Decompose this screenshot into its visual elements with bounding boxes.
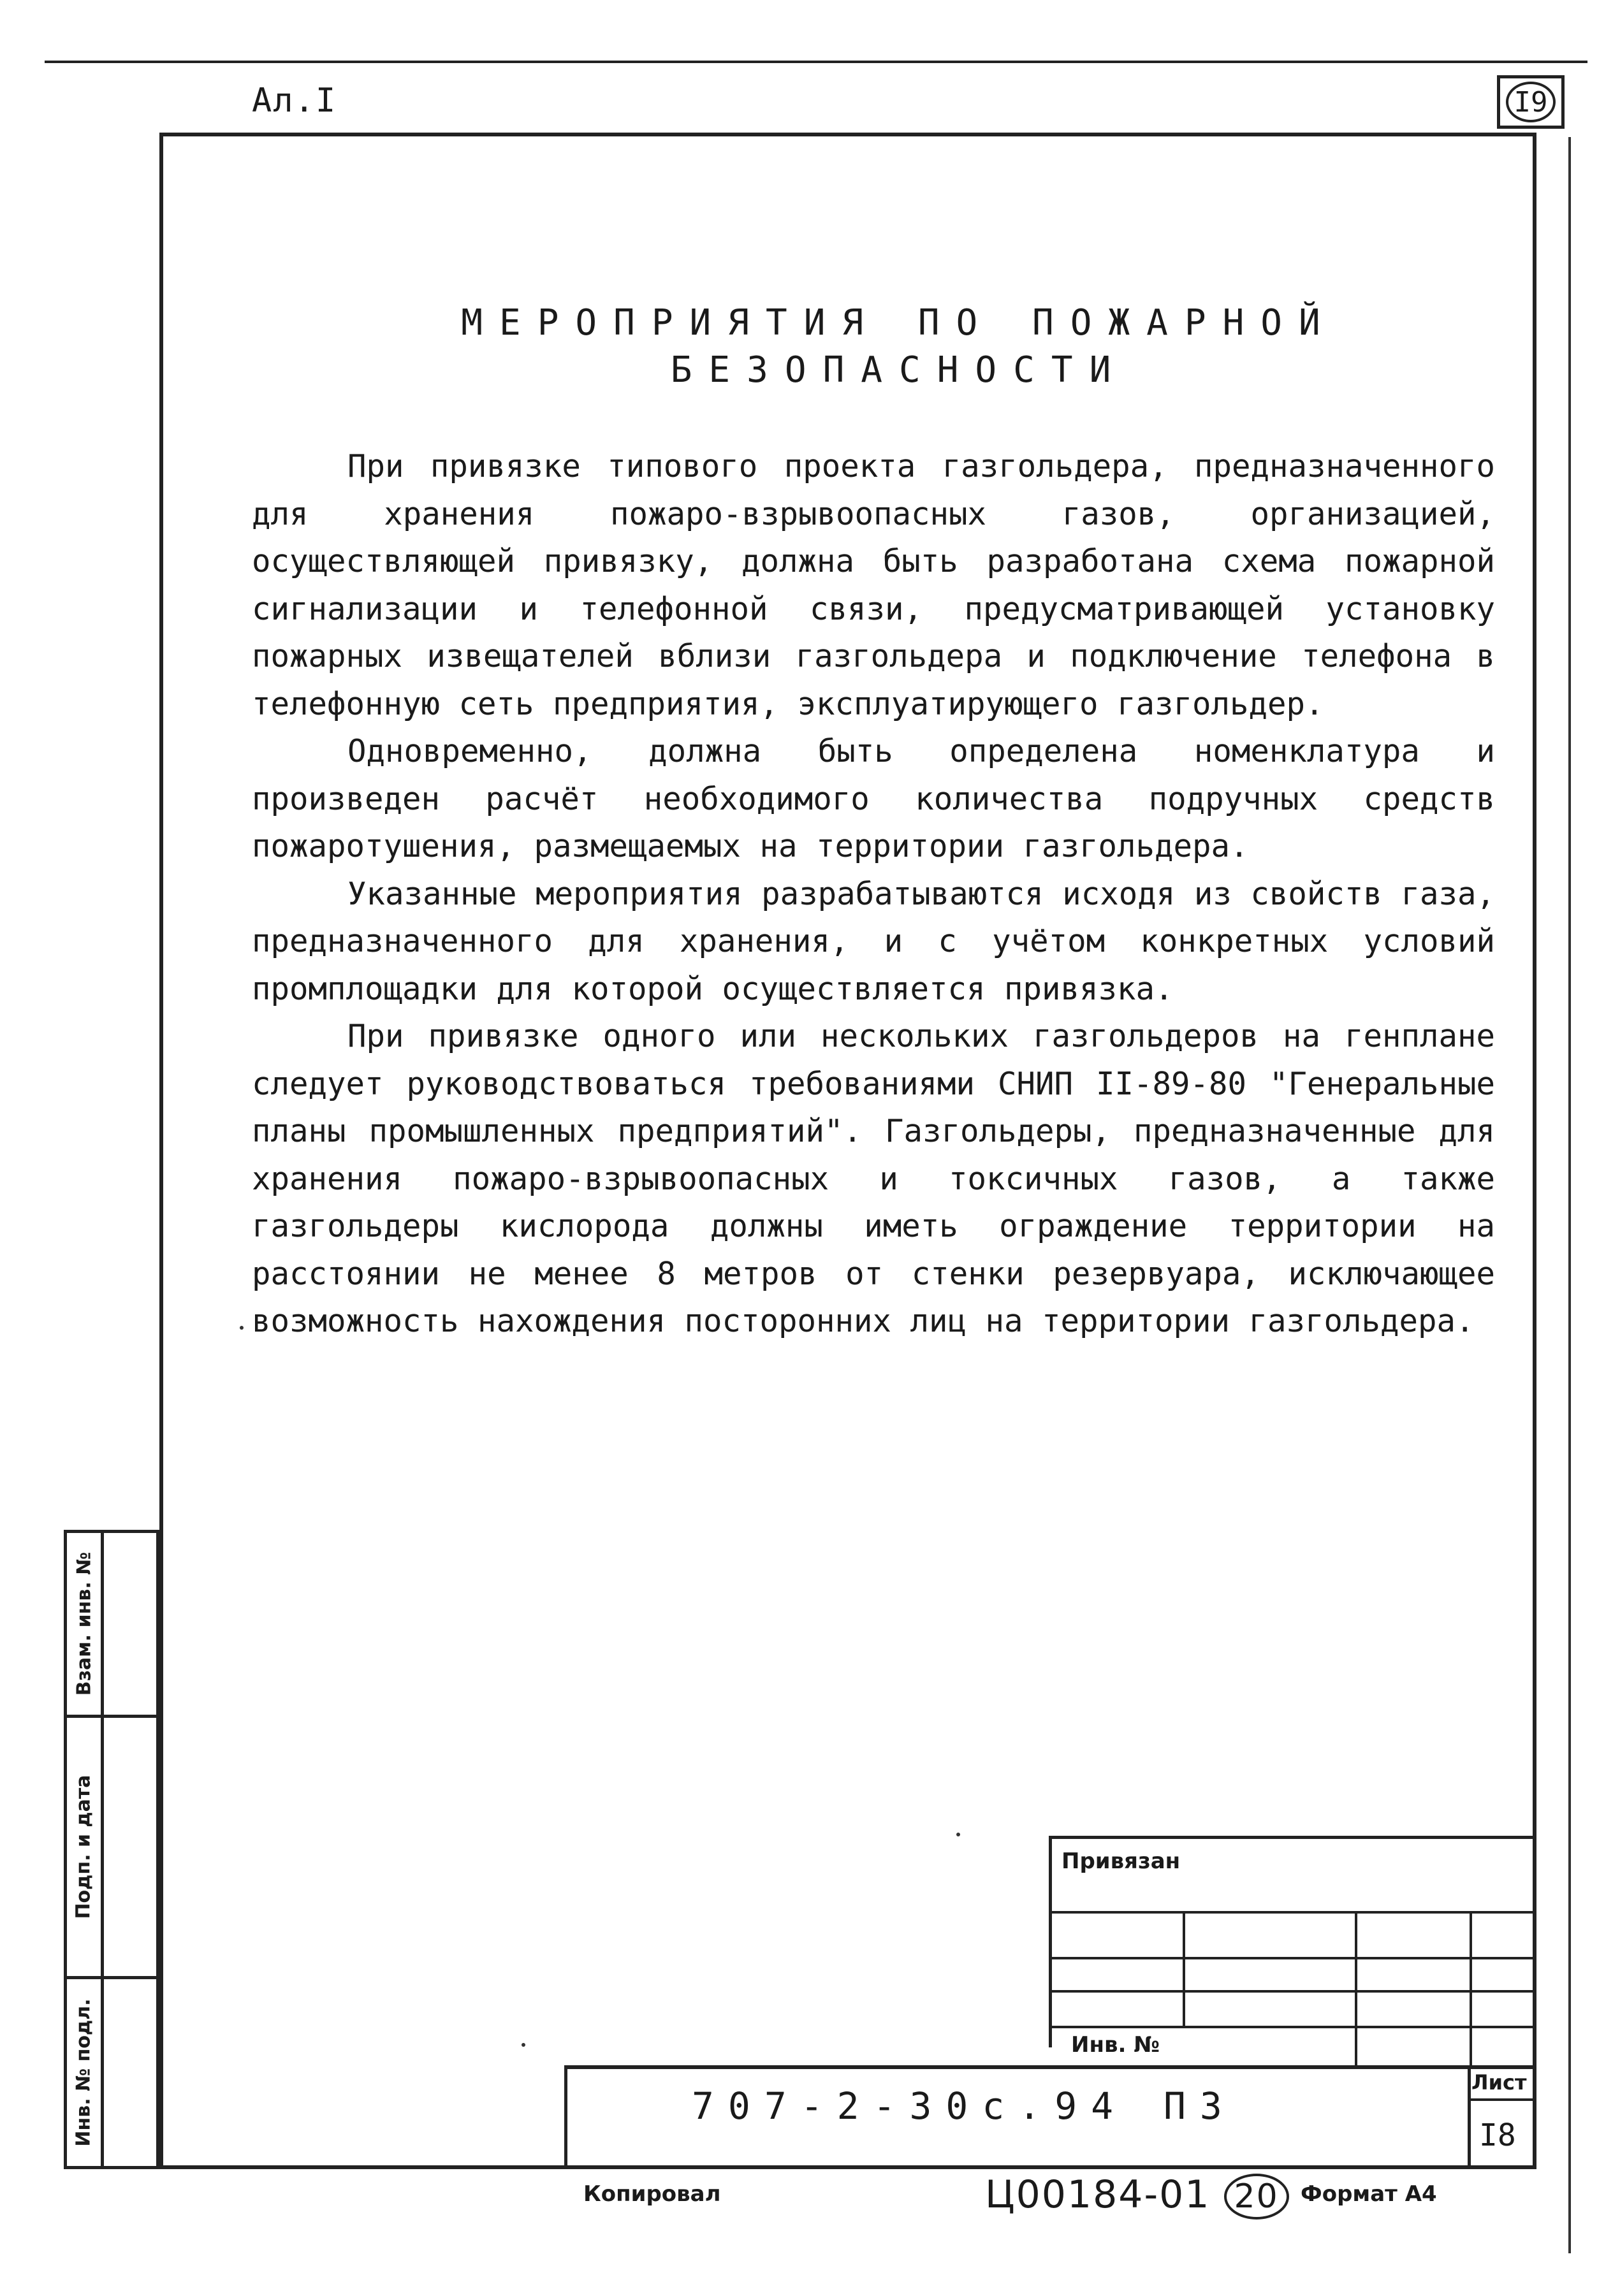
- paragraph-2: Одновременно, должна быть определена номенклатура и произведен расчёт необходимого количества подручных средств пожаротушения, размещаемых на территории газгольдера.: [252, 733, 1495, 864]
- list-number: I8: [1479, 2118, 1516, 2153]
- title-line-1: МЕРОПРИЯТИЯ ПО ПОЖАРНОЙ: [461, 302, 1337, 344]
- archive-sheet-number: 20: [1224, 2174, 1289, 2220]
- album-label: Ал.I: [252, 82, 337, 120]
- archive-code-text: Ц00184-01: [985, 2172, 1211, 2217]
- sheet-number-box: [1497, 75, 1565, 129]
- scan-speck: [240, 1326, 244, 1330]
- archive-code: [985, 2172, 1289, 2220]
- tb-row-line-1: [1049, 1911, 1536, 1914]
- paragraph-3: Указанные мероприятия разрабатываются исходя из свойств газа, предназначенного для хранения, и с учётом конкретных условий промплощадки для которой осуществляется привязка.: [252, 875, 1495, 1007]
- document-code: 707-2-30с.94 ПЗ: [692, 2084, 1236, 2128]
- tb-col-line-3: [1470, 1911, 1472, 2067]
- top-rule: [45, 61, 1587, 63]
- list-col-line: [1468, 2065, 1471, 2169]
- kopiroval-label: Копировал: [583, 2181, 721, 2207]
- document-title: [357, 300, 1441, 394]
- scan-speck: [522, 2043, 525, 2047]
- title-line-2: БЕЗОПАСНОСТИ: [670, 349, 1128, 391]
- left-stamp: [64, 1530, 159, 2169]
- sheet-number: I9: [1506, 82, 1556, 122]
- inv-no-label: Инв. №: [1071, 2032, 1160, 2058]
- stamp-inv-label: Инв. № подл.: [73, 1998, 96, 2147]
- privyazan-label: Привязан: [1062, 1849, 1181, 1874]
- stamp-vzam-cell: [67, 1533, 156, 1718]
- tb-row-line-4: [1049, 2026, 1536, 2028]
- stamp-vzam-label: Взам. инв. №: [73, 1551, 96, 1696]
- format-label: Формат А4: [1301, 2181, 1437, 2207]
- tb-row-line-3: [1049, 1990, 1536, 1993]
- tb-col-line-1: [1183, 1911, 1185, 2026]
- tb-col-line-2: [1355, 1911, 1357, 2067]
- stamp-inv-cell: [67, 1979, 156, 2166]
- list-row-line: [1468, 2098, 1536, 2101]
- paragraph-4: При привязке одного или нескольких газгольдеров на генплане следует руководствоваться требованиями СНИП II-89-80 "Генеральные планы промышленных предприятий". Газгольдеры, предназначенные для хранения пожаро-взрывоопасных и токсичных газов, а также газгольдеры кислорода должны иметь ограждение территории на расстоянии не менее 8 метров от стенки резервуара, исключающее возможность нахождения посторонних лиц на территории газгольдера.: [252, 1018, 1495, 1339]
- tb-row-line-2: [1049, 1957, 1536, 1959]
- stamp-podp-label: Подп. и дата: [73, 1775, 95, 1919]
- scan-speck: [956, 1833, 960, 1836]
- stamp-podp-cell: [67, 1718, 156, 1979]
- document-body: [252, 443, 1495, 1346]
- paragraph-1: При привязке типового проекта газгольдера, предназначенного для хранения пожаро-взрывоопасных газов, организацией, осуществляющей привязку, должна быть разработана схема пожарной сигнализации и телефонной связи, предусматривающей установку пожарных извещателей вблизи газгольдера и подключение телефона в телефонную сеть предприятия, эксплуатирующего газгольдер.: [252, 448, 1495, 722]
- right-margin-line: [1568, 137, 1571, 2253]
- list-label: Лист: [1471, 2070, 1527, 2095]
